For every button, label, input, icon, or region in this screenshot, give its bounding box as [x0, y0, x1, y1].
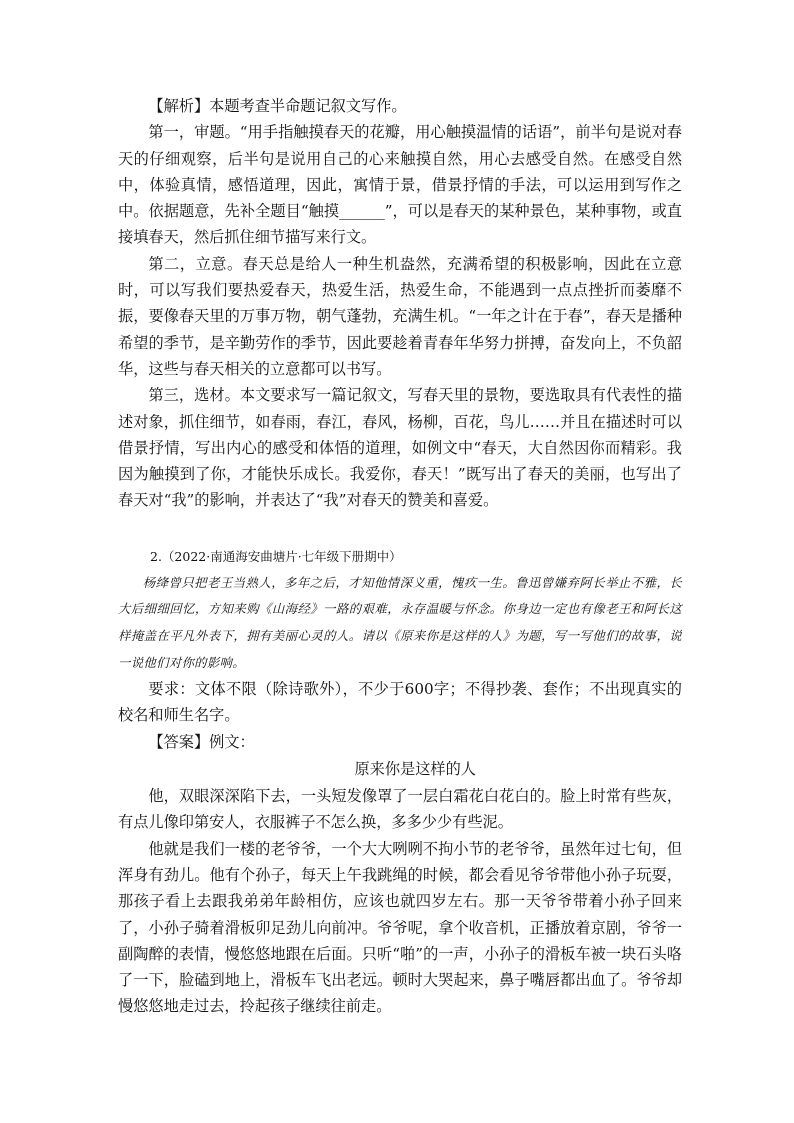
- question-requirement: 要求：文体不限（除诗歌外），不少于600字；不得抄袭、套作；不出现真实的校名和师生名字。: [118, 680, 682, 725]
- analysis-paragraph-1: 第一，审题。“用手指触摸春天的花瓣，用心触摸温情的话语”，前半句是说对春天的仔细观察，后半句是说用自己的心来触摸自然，用心去感受自然。在感受自然中，体验真情，感悟道理，因此，寓情于景，借景抒情的手法，可以运用到写作之中。依据题意，先补全题目“触摸______”，可以是春天的某种景色，某种事物，或直接填春天，然后抓住细节描写来行文。: [118, 123, 682, 247]
- question-prompt: 杨绛曾只把老王当熟人，多年之后，才知他情深义重，愧疚一生。鲁迅曾嫌弃阿长举止不雅，长大后细细回忆，方知来购《山海经》一路的艰难，永存温暖与怀念。你身边一定也有像老王和阿长这样掩盖在平凡外表下，拥有美丽心灵的人。请以《原来你是这样的人》为题，写一写他们的故事，说一说他们对你的影响。: [118, 574, 682, 670]
- answer-label: 【答案】例文：: [148, 732, 255, 751]
- essay-paragraph-2: 他就是我们一楼的老爷爷，一个大大咧咧不拘小节的老爷爷，虽然年过七旬，但浑身有劲儿。他有个孙子，每天上午我跳绳的时候，都会看见爷爷带他小孙子玩耍，那孩子看上去跟我弟弟年龄相仿，应该也就四岁左右。那一天爷爷带着小孙子回来了，小孙子骑着滑板卯足劲儿向前冲。爷爷呢，拿个收音机，正播放着京剧，爷爷一副陶醉的表情，慢悠悠地跟在后面。只听“啪”的一声，小孙子的滑板车被一块石头咯了一下，脸磕到地上，滑板车飞出老远。顿时大哭起来，鼻子嘴唇都出血了。爷爷却慢悠悠地走过去，拎起孩子继续往前走。: [118, 839, 682, 1016]
- document-page: [118, 93, 682, 1020]
- analysis-paragraph-3: 第三，选材。本文要求写一篇记叙文，写春天里的景物，要选取具有代表性的描述对象，抓住细节，如春雨，春江，春风，杨柳，百花，鸟儿……并且在描述时可以借景抒情，写出内心的感受和体悟的道理，如例文中“春天，大自然因你而精彩。我因为触摸到了你，才能快乐成长。我爱你，春天！”既写出了春天的美丽，也写出了春天对“我”的影响，并表达了“我”对春天的赞美和喜爱。: [118, 386, 682, 510]
- analysis-intro: 【解析】本题考查半命题记叙文写作。: [148, 97, 407, 115]
- section-gap: [118, 514, 682, 544]
- question-header: 2.（2022·南通海安曲塘片·七年级下册期中）: [150, 548, 402, 564]
- essay-paragraph-1: 他，双眼深深陷下去，一头短发像罩了一层白霜花白花白的。脸上时常有些灰，有点儿像印第安人，衣服裤子不怎么换，多多少少有些泥。: [118, 787, 682, 832]
- analysis-paragraph-2: 第二，立意。春天总是给人一种生机盎然，充满希望的积极影响，因此在立意时，可以写我们要热爱春天，热爱生活，热爱生命，不能遇到一点点挫折而萎靡不振，要像春天里的万事万物，朝气蓬勃，充满生机。“一年之计在于春”，春天是播种希望的季节，是辛勤劳作的季节，因此要趁着青春年华努力拼搏，奋发向上，不负韶华，这些与春天相关的立意都可以书写。: [118, 254, 682, 378]
- essay-title: 原来你是这样的人: [354, 760, 476, 779]
